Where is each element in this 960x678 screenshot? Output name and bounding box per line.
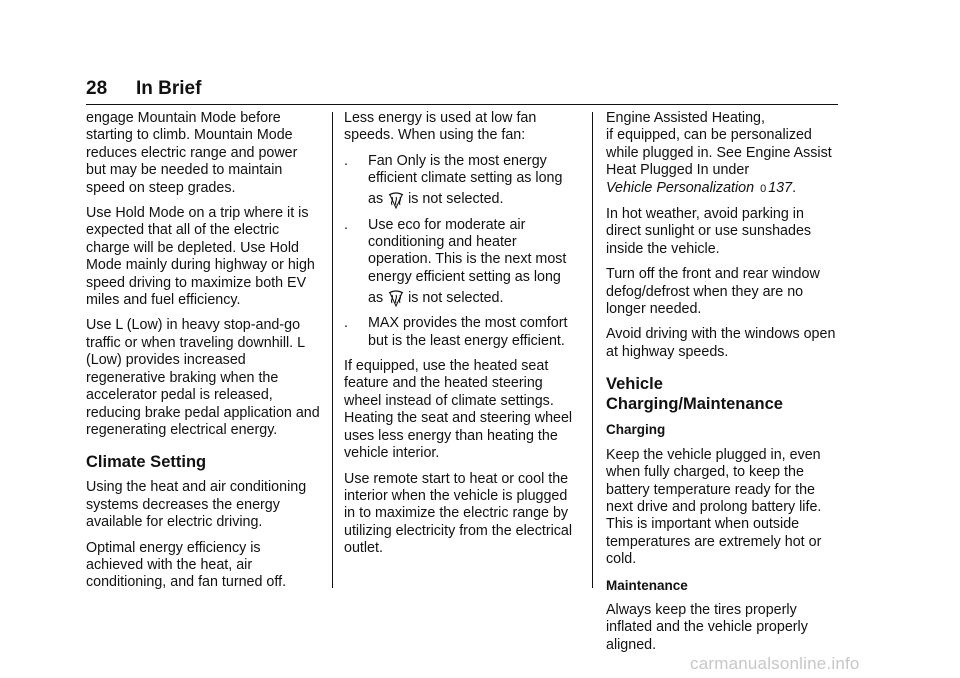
paragraph: Use Hold Mode on a trip where it is expected that all of the electric charge will be depleted. Use Hold Mode mainly during highway or high speed driving to maximize both EV miles and fuel efficiency. <box>86 205 315 309</box>
paragraph: Less energy is used at low fan speeds. When using the fan: <box>344 110 537 144</box>
page-number: 28 <box>86 78 108 99</box>
paragraph: Use remote start to heat or cool the interior when the vehicle is plugged in to maximize the electric range by utilizing electricity from the electrical outlet. <box>344 470 573 557</box>
page-header <box>86 78 838 104</box>
bullet-mark: . <box>344 315 348 332</box>
bullet-text: as <box>368 289 384 306</box>
bullet-mark: . <box>344 152 348 169</box>
paragraph: In hot weather, avoid parking in direct sunlight or use sunshades inside the vehicle. <box>606 206 812 257</box>
cross-reference-page[interactable]: 137 <box>768 179 793 196</box>
bullet-text: MAX provides the most comfort but is the least energy efficient. <box>368 315 568 349</box>
bullet-text: Use eco for moderate air conditioning and heater operation. This is the next most energy efficient setting as long <box>368 216 567 285</box>
page-ref-icon: 0 <box>760 182 767 195</box>
list-item <box>344 153 582 209</box>
subheading-maintenance: Maintenance <box>606 577 688 593</box>
paragraph: Turn off the front and rear window defog/defrost when they are no longer needed. <box>606 266 820 318</box>
paragraph: engage Mountain Mode before starting to climb. Mountain Mode reduces electric range and power but may be needed to maintain speed on steep grades. <box>86 110 298 196</box>
defrost-icon <box>387 191 405 209</box>
text-run: if equipped, can be personalized while plugged in. See Engine Assist Heat Plugged In under <box>606 127 832 179</box>
text-run: . <box>792 179 797 196</box>
column-3 <box>606 110 842 662</box>
subheading-charging: Charging <box>606 422 666 438</box>
list-item <box>344 217 582 308</box>
bullet-text: is not selected. <box>408 190 504 207</box>
column-divider-2 <box>592 112 593 588</box>
watermark: carmanualsonline.info <box>690 654 860 673</box>
heading-vehicle-charging: Vehicle Charging/Maintenance <box>606 375 783 414</box>
paragraph: Using the heat and air conditioning systems decreases the energy available for electric driving. <box>86 479 307 531</box>
paragraph: Optimal energy efficiency is achieved with the heat, air conditioning, and fan turned off. <box>86 539 287 591</box>
bullet-mark: . <box>344 216 348 233</box>
paragraph <box>606 110 842 198</box>
list-item <box>344 315 582 350</box>
defrost-icon <box>387 289 405 307</box>
column-2 <box>344 110 582 566</box>
text-run: Engine Assisted Heating, <box>606 110 765 126</box>
bullet-text: as <box>368 190 384 207</box>
paragraph: If equipped, use the heated seat feature and the heated steering wheel instead of climate settings. Heating the seat and steering wheel uses less energy than heating the vehicle interior. <box>344 358 573 462</box>
heading-climate-setting: Climate Setting <box>86 453 207 472</box>
column-divider-1 <box>332 112 333 588</box>
header-rule <box>86 104 838 105</box>
section-title: In Brief <box>136 78 202 99</box>
paragraph: Always keep the tires properly inflated and the vehicle properly aligned. <box>606 601 808 653</box>
cross-reference-link[interactable]: Vehicle Personalization <box>606 179 755 196</box>
paragraph: Use L (Low) in heavy stop-and-go traffic or when traveling downhill. L (Low) provides increased regenerative braking when the accelerator pedal is released, reducing brake pedal application and regenerating electrical energy. <box>86 317 320 438</box>
paragraph: Keep the vehicle plugged in, even when fully charged, to keep the battery temperature ready for the next drive and prolong battery life. This is important when outside temperatures are extremely hot or cold. <box>606 446 822 568</box>
bullet-text: Fan Only is the most energy efficient climate setting as long <box>368 152 563 187</box>
paragraph: Avoid driving with the windows open at highway speeds. <box>606 326 836 360</box>
column-1 <box>86 110 321 600</box>
bullet-text: is not selected. <box>408 289 504 306</box>
